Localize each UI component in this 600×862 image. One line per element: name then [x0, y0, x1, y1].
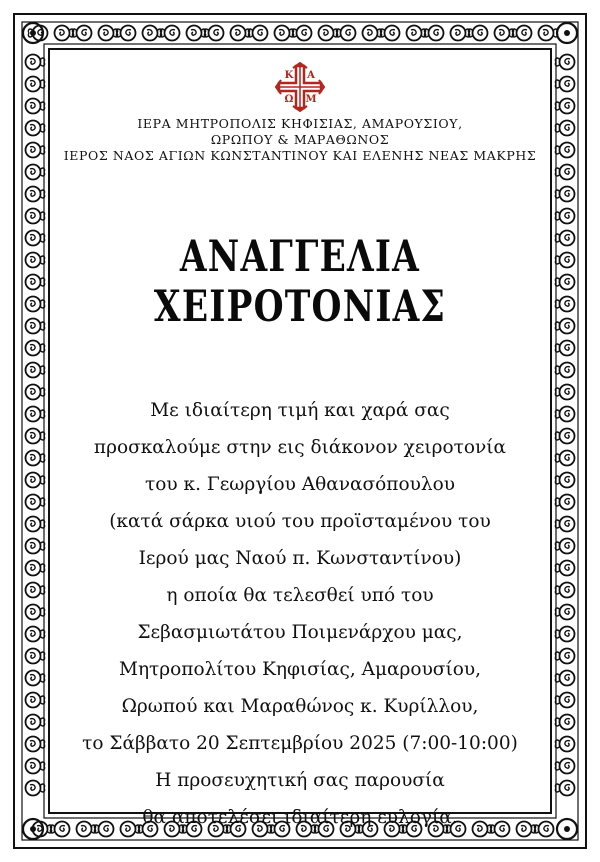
body-line-1: Με ιδιαίτερη τιμή και χαρά σας: [150, 400, 450, 421]
cross-letter-bottom-left: Ω: [284, 94, 294, 105]
body-line-10: το Σάββατο 20 Σεπτεμβρίου 2025 (7:00-10:00): [82, 733, 518, 754]
header-block: [52, 116, 548, 164]
invitation-content: [52, 56, 548, 828]
body-line-8: Μητροπολίτου Κηφισίας, Αμαρουσίου,: [119, 659, 481, 680]
cross-letter-top-right: Α: [307, 70, 315, 81]
body-line-6: η οποία θα τελεσθεί υπό του: [166, 585, 434, 606]
body-line-2: προσκαλούμε στην εις διάκονον χειροτονία: [93, 437, 507, 458]
body-line-3: του κ. Γεωργίου Αθανασόπουλου: [145, 474, 455, 495]
cross-letter-top-left: Κ: [284, 70, 294, 81]
header-line-3: ΙΕΡΟΣ ΝΑΟΣ ΑΓΙΩΝ ΚΩΝΣΤΑΝΤΙΝΟΥ ΚΑΙ ΕΛΕΝΗΣ ΝΕΑΣ ΜΑΚΡΗΣ: [63, 148, 537, 163]
body-line-5: Ιερού μας Ναού π. Κωνσταντίνου): [138, 548, 462, 569]
announcement-title: ΑΝΑΓΓΕΛΙΑ ΧΕΙΡΟΤΟΝΙΑΣ: [153, 232, 447, 332]
header-line-2: ΩΡΩΠΟΥ & ΜΑΡΑΘΩΝΟΣ: [210, 132, 390, 147]
body-line-11: Η προσευχητική σας παρουσία: [155, 770, 445, 791]
body-line-9: Ωρωπού και Μαραθώνος κ. Κυρίλλου,: [121, 696, 479, 717]
cross-icon: [275, 62, 325, 112]
body-line-12: θα αποτελέσει ιδιαίτερη ευλογία.: [142, 807, 458, 828]
body-line-4: (κατά σάρκα υιού του προϊσταμένου του: [109, 511, 491, 532]
body-line-7: Σεβασμιωτάτου Ποιμενάρχου μας,: [137, 622, 463, 643]
cross-letter-bottom-right: Μ: [305, 94, 317, 105]
invitation-body: [52, 392, 548, 836]
header-line-1: ΙΕΡΑ ΜΗΤΡΟΠΟΛΙΣ ΚΗΦΙΣΙΑΣ, ΑΜΑΡΟΥΣΙΟΥ,: [137, 116, 463, 131]
